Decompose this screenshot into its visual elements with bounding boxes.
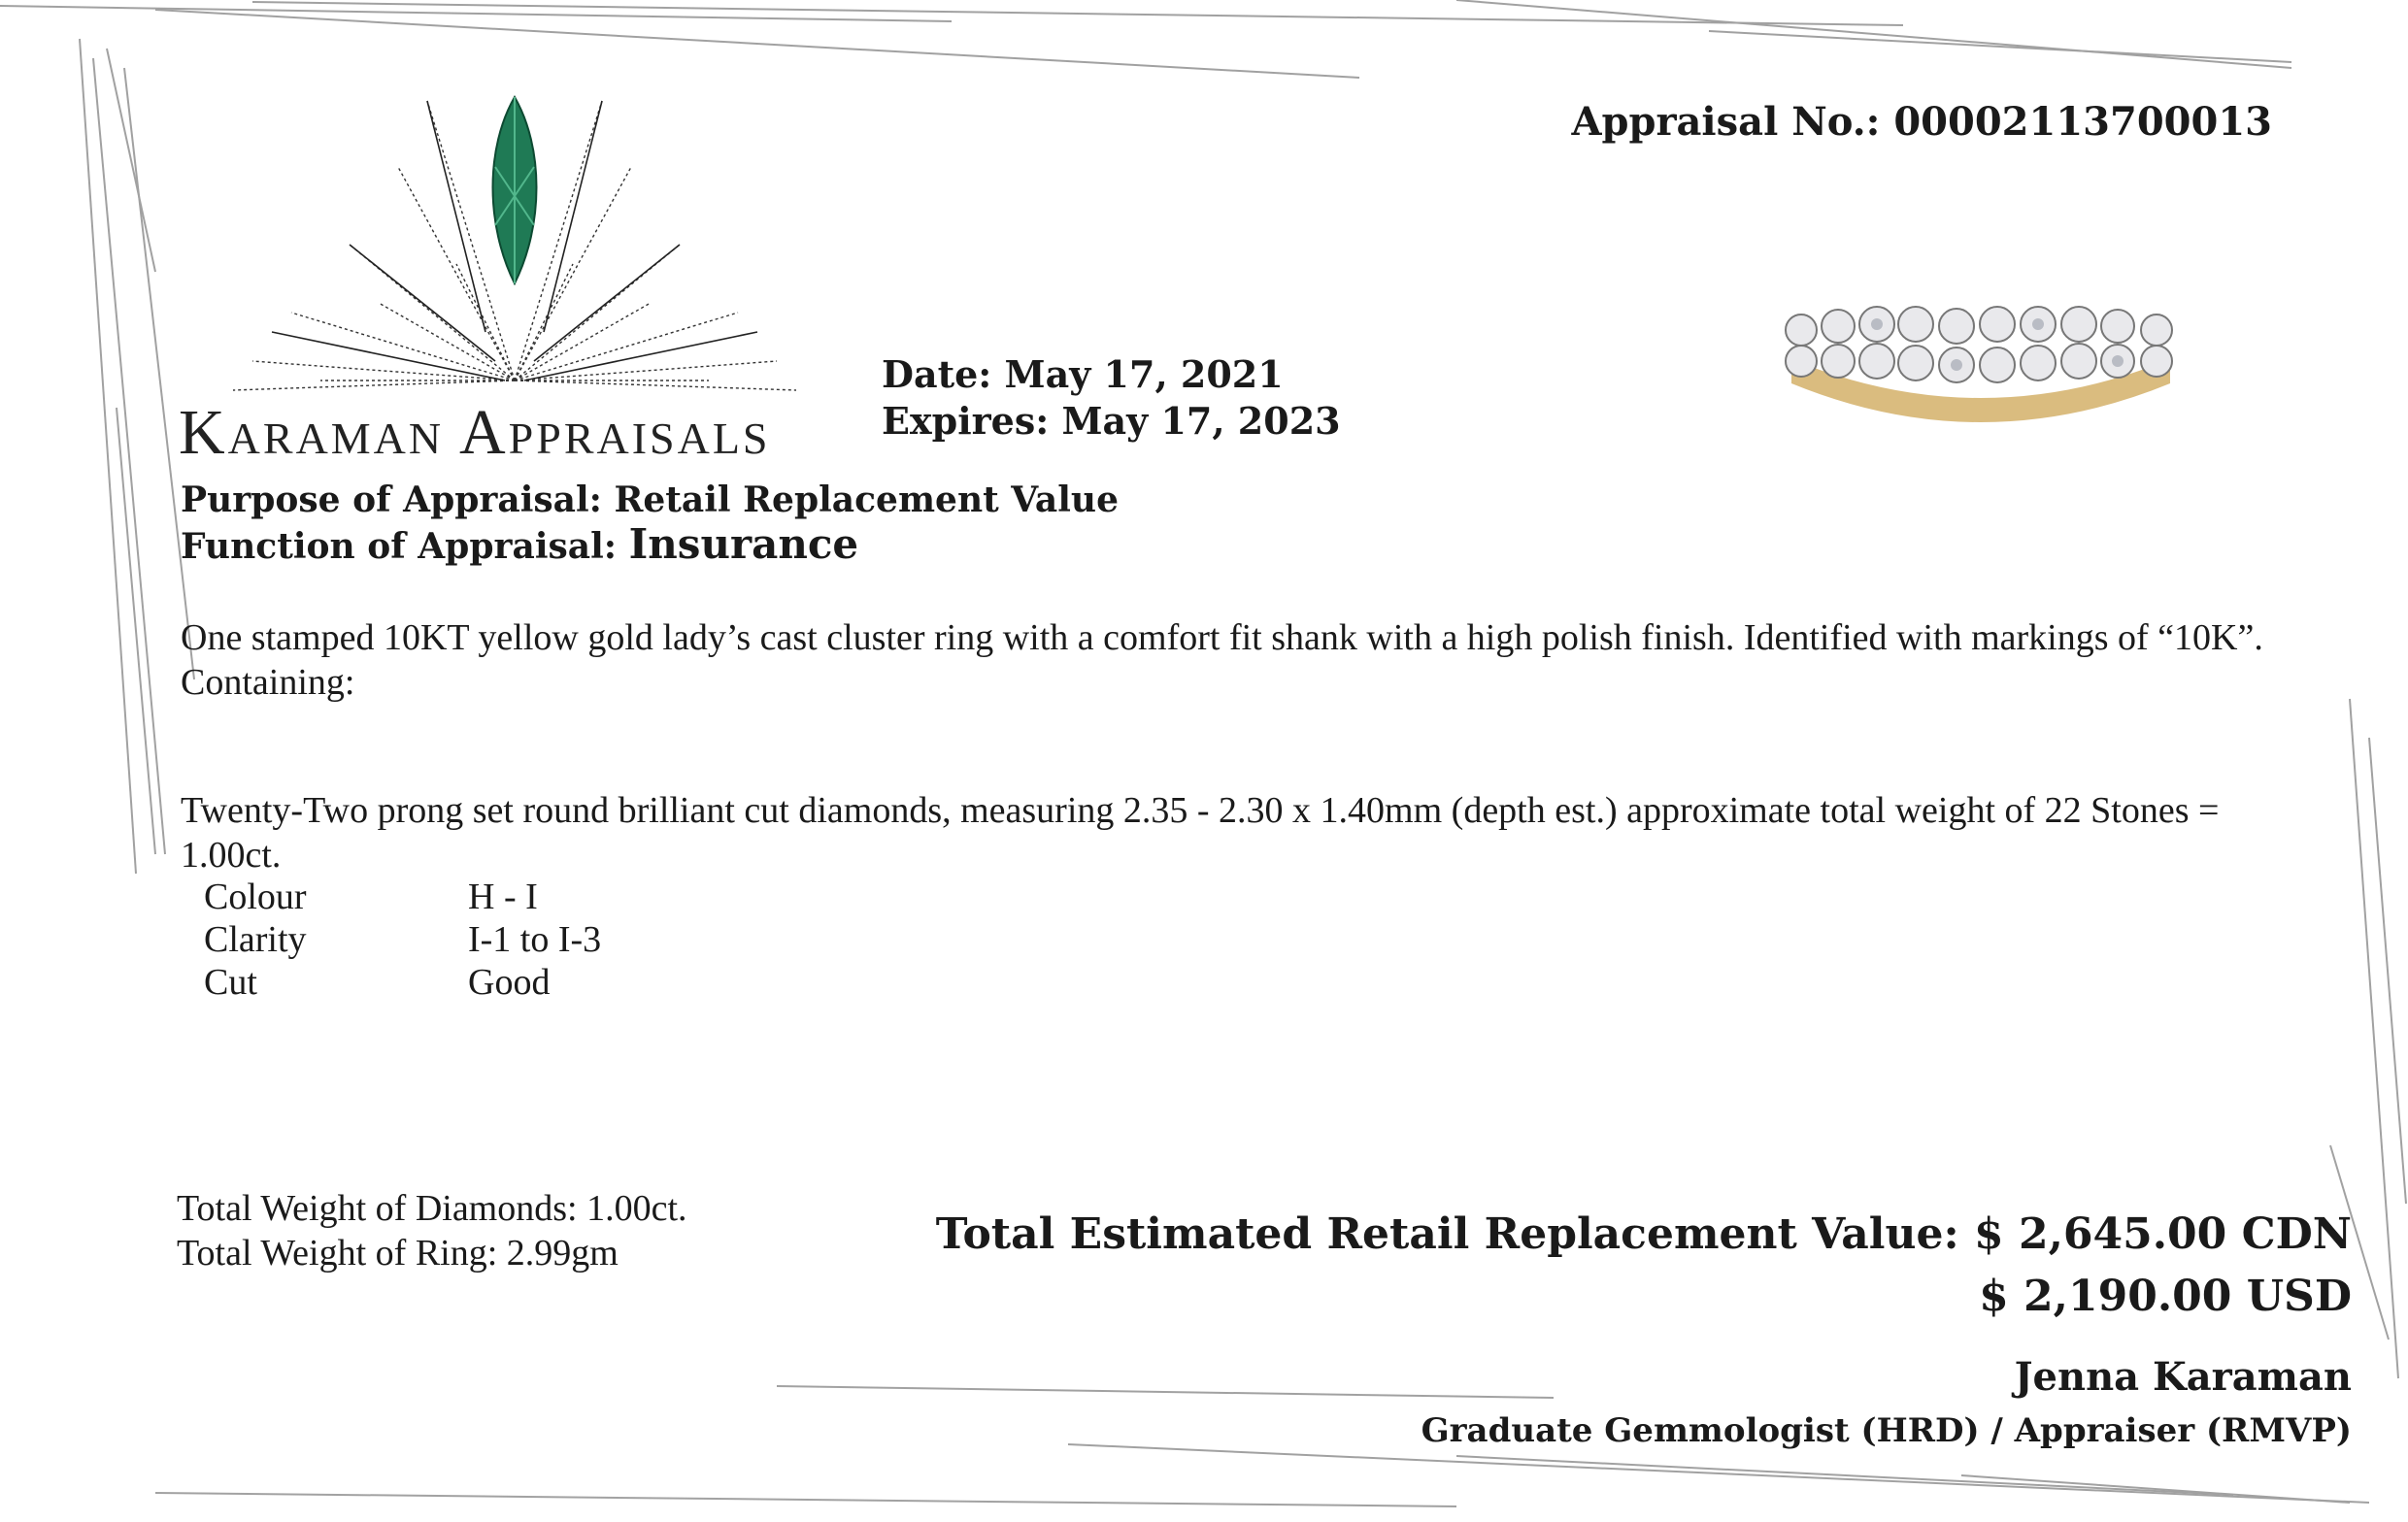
ring-weight: Total Weight of Ring: 2.99gm bbox=[177, 1233, 619, 1274]
spec-label: Clarity bbox=[204, 919, 307, 960]
ring-photo bbox=[1772, 291, 2190, 427]
appraisal-date: Date: May 17, 2021 bbox=[882, 352, 1284, 396]
stone-spec-table bbox=[204, 876, 601, 1004]
purpose-block bbox=[181, 478, 1119, 569]
spec-value: I-1 to I-3 bbox=[468, 919, 602, 960]
spec-row-clarity bbox=[204, 918, 601, 961]
gem-logo-icon bbox=[233, 89, 796, 410]
purpose-of-appraisal: Purpose of Appraisal: Retail Replacement Value bbox=[181, 480, 1119, 520]
item-description bbox=[181, 615, 2268, 705]
dates-block bbox=[882, 351, 1341, 445]
description-text: One stamped 10KT yellow gold lady’s cast cluster ring with a comfort fit shank with a high polish finish. Identified with markings of “10K”. bbox=[181, 617, 2263, 658]
function-label: Function of Appraisal: bbox=[181, 526, 618, 567]
stones-description: Twenty-Two prong set round brilliant cut diamonds, measuring 2.35 - 2.30 x 1.40mm (depth est.) approximate total weight of 22 Stones = 1.00ct. bbox=[181, 790, 2220, 876]
spec-value: H - I bbox=[468, 877, 538, 917]
signature-block bbox=[1421, 1349, 2352, 1456]
weights-block bbox=[177, 1186, 687, 1275]
function-of-appraisal bbox=[181, 522, 1119, 569]
value-cdn: Total Estimated Retail Replacement Value: $ 2,645.00 CDN bbox=[935, 1209, 2352, 1259]
value-block bbox=[936, 1204, 2352, 1328]
signer-name: Jenna Karaman bbox=[2014, 1354, 2352, 1400]
spec-row-cut bbox=[204, 961, 601, 1004]
expiry-date: Expires: May 17, 2023 bbox=[882, 399, 1341, 443]
appraisal-number: Appraisal No.: 00002113700013 bbox=[1571, 99, 2272, 145]
spec-row-colour bbox=[204, 876, 601, 918]
spec-value: Good bbox=[468, 962, 551, 1003]
signer-title: Graduate Gemmologist (HRD) / Appraiser (RMVP) bbox=[1421, 1411, 2352, 1450]
spec-label: Cut bbox=[204, 962, 257, 1003]
diamond-weight: Total Weight of Diamonds: 1.00ct. bbox=[177, 1188, 687, 1229]
company-name: Karaman Appraisals bbox=[179, 397, 771, 468]
spec-label: Colour bbox=[204, 877, 307, 917]
function-value: Insurance bbox=[628, 520, 859, 568]
value-usd: $ 2,190.00 USD bbox=[1979, 1272, 2352, 1321]
containing-label: Containing: bbox=[181, 662, 355, 703]
